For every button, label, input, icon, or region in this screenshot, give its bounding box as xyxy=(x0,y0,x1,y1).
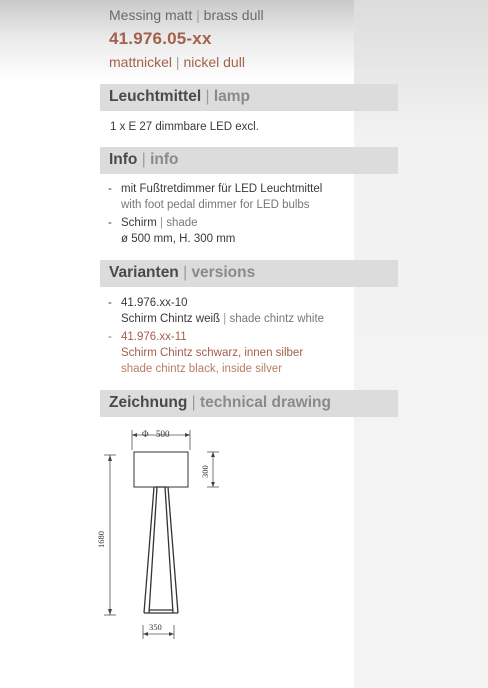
section-title-de: Info xyxy=(109,151,138,168)
bullet: - xyxy=(108,297,112,309)
section-title-de: Varianten xyxy=(109,264,179,281)
bullet: - xyxy=(108,217,112,229)
section-title xyxy=(109,88,250,106)
separator: | xyxy=(223,313,227,325)
separator: | xyxy=(175,54,180,70)
bullet: - xyxy=(108,331,112,343)
section-header-info xyxy=(100,147,398,174)
material-en: brass dull xyxy=(203,7,264,23)
article-number: 41.976.05-xx xyxy=(109,29,212,48)
version1-number: 41.976.xx-10 xyxy=(121,297,188,309)
version2-de: Schirm Chintz schwarz, innen silber xyxy=(121,347,304,359)
separator: | xyxy=(141,151,146,168)
separator: | xyxy=(196,7,200,23)
section-title-en: lamp xyxy=(213,88,250,105)
section-title xyxy=(109,264,255,282)
section-title xyxy=(109,151,178,169)
total-height-label: 1680 xyxy=(96,531,106,548)
separator: | xyxy=(159,217,163,229)
section-title xyxy=(109,394,331,412)
section-header-drawing xyxy=(100,390,398,417)
section-title-de: Leuchtmittel xyxy=(109,88,202,105)
version2-en: shade chintz black, inside silver xyxy=(121,363,283,375)
lamp-stand xyxy=(144,487,178,613)
shade-height-label: 300 xyxy=(200,465,210,478)
technical-drawing xyxy=(88,420,228,650)
section-title-en: info xyxy=(150,151,179,168)
finish-de: mattnickel xyxy=(109,54,173,70)
finish-en: nickel dull xyxy=(183,54,245,70)
section-title-en: versions xyxy=(191,264,256,281)
bullet: - xyxy=(108,183,112,195)
material-de: Messing matt xyxy=(109,7,193,23)
section-title-en: technical drawing xyxy=(200,394,331,411)
separator: | xyxy=(183,264,188,281)
section-header-versions xyxy=(100,260,398,287)
version2-number: 41.976.xx-11 xyxy=(121,331,187,343)
info-item2-en: shade xyxy=(166,217,198,229)
base-width-label: 350 xyxy=(149,622,162,632)
info-item2 xyxy=(121,216,198,231)
info-item2-dims: ø 500 mm, H. 300 mm xyxy=(121,233,236,245)
section-title-de: Zeichnung xyxy=(109,394,188,411)
material-line xyxy=(109,7,264,23)
lamp-text: 1 x E 27 dimmbare LED excl. xyxy=(110,121,259,133)
info-item2-de: Schirm xyxy=(121,217,157,229)
separator: | xyxy=(205,88,210,105)
separator: | xyxy=(191,394,196,411)
version1-description xyxy=(121,312,324,327)
version1-de: Schirm Chintz weiß xyxy=(121,313,221,325)
version1-en: shade chintz white xyxy=(229,313,325,325)
info-item1-de: mit Fußtretdimmer für LED Leuchtmittel xyxy=(121,183,323,195)
shade-diameter-label: 500 xyxy=(156,429,170,439)
finish-line xyxy=(109,54,245,70)
section-header-lamp xyxy=(100,84,398,111)
lamp-shade xyxy=(134,452,188,487)
diameter-symbol: Φ xyxy=(142,429,149,439)
info-item1-en: with foot pedal dimmer for LED bulbs xyxy=(121,199,310,211)
